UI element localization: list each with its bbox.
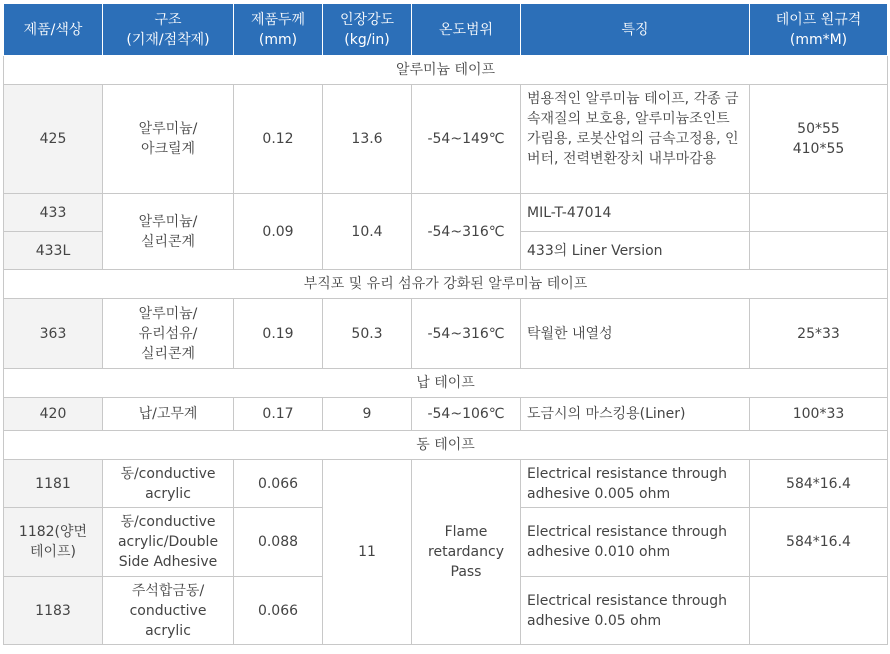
header-feature bbox=[521, 4, 750, 56]
temp-cell: -54~149℃ bbox=[412, 85, 521, 194]
product-cell: 433 bbox=[4, 194, 103, 232]
thickness-cell: 0.066 bbox=[234, 577, 323, 645]
product-cell: 1183 bbox=[4, 577, 103, 645]
header-structure-label: 구조 bbox=[154, 11, 182, 28]
structure-line: 동/conductive bbox=[120, 465, 216, 482]
section-row bbox=[4, 56, 888, 85]
temp-line: Pass bbox=[450, 564, 482, 580]
thickness-cell: 0.088 bbox=[234, 508, 323, 577]
product-cell: 433L bbox=[4, 232, 103, 270]
section-row bbox=[4, 369, 888, 398]
product-cell: 1181 bbox=[4, 460, 103, 508]
section-row bbox=[4, 270, 888, 299]
structure-line: acrylic/Double bbox=[117, 534, 219, 550]
table-row bbox=[4, 194, 888, 232]
tensile-cell: 11 bbox=[323, 460, 412, 645]
feature-line: adhesive 0.005 ohm bbox=[527, 485, 671, 502]
product-line: 1182(양면 bbox=[18, 524, 88, 540]
header-row bbox=[4, 4, 888, 56]
header-structure bbox=[103, 4, 234, 56]
feature-line: adhesive 0.010 ohm bbox=[527, 544, 671, 560]
table-row bbox=[4, 299, 888, 369]
header-feature-label: 특징 bbox=[621, 21, 649, 38]
product-line: 테이프) bbox=[29, 544, 77, 560]
structure-line: 아크릴계 bbox=[140, 141, 196, 157]
structure-cell bbox=[103, 299, 234, 369]
section-reinforced: 부직포 및 유리 섬유가 강화된 알루미늄 테이프 bbox=[4, 270, 888, 299]
feature-line: Electrical resistance through bbox=[527, 592, 728, 609]
structure-line: 주석합금동/ bbox=[131, 582, 205, 599]
feature-cell bbox=[521, 508, 750, 577]
thickness-cell: 0.12 bbox=[234, 85, 323, 194]
feature-cell: 범용적인 알루미늄 테이프, 각종 금속재질의 보호용, 알루미늄조인트 가림용, 로봇산업의 금속고정용, 인버터, 전력변환장치 내부마감용 bbox=[521, 85, 750, 194]
tensile-cell: 13.6 bbox=[323, 85, 412, 194]
temp-line: Flame bbox=[444, 524, 488, 540]
size-line: 410*55 bbox=[792, 141, 845, 157]
feature-line: Electrical resistance through bbox=[527, 465, 728, 482]
tensile-cell: 10.4 bbox=[323, 194, 412, 270]
header-structure-sub: (기재/점착제) bbox=[126, 31, 210, 48]
header-tensile-label: 인장강도 bbox=[339, 11, 395, 28]
structure-line: conductive bbox=[129, 602, 207, 619]
feature-cell bbox=[521, 577, 750, 645]
thickness-cell: 0.17 bbox=[234, 398, 323, 431]
structure-line: 동/conductive bbox=[120, 514, 216, 530]
header-tensile bbox=[323, 4, 412, 56]
table-row bbox=[4, 398, 888, 431]
feature-line: adhesive 0.05 ohm bbox=[527, 612, 662, 629]
structure-line: 유리섬유/ bbox=[138, 325, 198, 342]
header-temp bbox=[412, 4, 521, 56]
structure-cell bbox=[103, 194, 234, 270]
table-row bbox=[4, 460, 888, 508]
table-row bbox=[4, 85, 888, 194]
structure-line: 실리콘계 bbox=[140, 345, 196, 362]
thickness-cell: 0.066 bbox=[234, 460, 323, 508]
size-cell bbox=[750, 85, 888, 194]
temp-cell: -54~106℃ bbox=[412, 398, 521, 431]
section-aluminum: 알루미늄 테이프 bbox=[4, 56, 888, 85]
size-line: 50*55 bbox=[797, 121, 840, 137]
size-cell bbox=[750, 232, 888, 270]
structure-line: 알루미늄/ bbox=[138, 121, 198, 137]
structure-line: acrylic bbox=[145, 485, 191, 502]
tensile-cell: 50.3 bbox=[323, 299, 412, 369]
structure-cell bbox=[103, 577, 234, 645]
feature-cell bbox=[521, 460, 750, 508]
structure-line: 실리콘계 bbox=[140, 233, 196, 250]
header-size-unit: (mm*M) bbox=[789, 31, 848, 48]
header-size-label: 테이프 원규격 bbox=[775, 11, 862, 28]
structure-cell: 납/고무계 bbox=[103, 398, 234, 431]
header-thickness bbox=[234, 4, 323, 56]
header-product bbox=[4, 4, 103, 56]
structure-line: 알루미늄/ bbox=[138, 213, 198, 230]
size-cell bbox=[750, 577, 888, 645]
structure-line: Side Adhesive bbox=[118, 554, 218, 570]
size-cell: 100*33 bbox=[750, 398, 888, 431]
thickness-cell: 0.09 bbox=[234, 194, 323, 270]
structure-line: 알루미늄/ bbox=[138, 305, 198, 322]
header-size bbox=[750, 4, 888, 56]
feature-cell: MIL-T-47014 bbox=[521, 194, 750, 232]
structure-cell bbox=[103, 460, 234, 508]
structure-line: acrylic bbox=[145, 622, 191, 639]
thickness-cell: 0.19 bbox=[234, 299, 323, 369]
tape-spec-table bbox=[3, 3, 888, 645]
size-cell: 25*33 bbox=[750, 299, 888, 369]
temp-cell: -54~316℃ bbox=[412, 194, 521, 270]
feature-line: Electrical resistance through bbox=[527, 524, 728, 540]
header-thickness-label: 제품두께 bbox=[250, 11, 306, 28]
temp-cell bbox=[412, 460, 521, 645]
product-cell: 425 bbox=[4, 85, 103, 194]
header-product-label: 제품/색상 bbox=[23, 21, 83, 38]
tensile-cell: 9 bbox=[323, 398, 412, 431]
header-thickness-unit: (mm) bbox=[258, 31, 298, 48]
feature-cell: 도금시의 마스킹용(Liner) bbox=[521, 398, 750, 431]
temp-cell: -54~316℃ bbox=[412, 299, 521, 369]
section-row bbox=[4, 431, 888, 460]
header-temp-label: 온도범위 bbox=[438, 21, 494, 38]
section-copper: 동 테이프 bbox=[4, 431, 888, 460]
product-cell: 420 bbox=[4, 398, 103, 431]
feature-cell: 탁월한 내열성 bbox=[521, 299, 750, 369]
structure-cell bbox=[103, 508, 234, 577]
section-lead: 납 테이프 bbox=[4, 369, 888, 398]
feature-cell: 433의 Liner Version bbox=[521, 232, 750, 270]
product-cell: 363 bbox=[4, 299, 103, 369]
temp-line: retardancy bbox=[428, 544, 504, 560]
size-cell: 584*16.4 bbox=[750, 460, 888, 508]
product-cell bbox=[4, 508, 103, 577]
header-tensile-unit: (kg/in) bbox=[344, 31, 390, 48]
structure-cell bbox=[103, 85, 234, 194]
size-cell bbox=[750, 194, 888, 232]
size-cell: 584*16.4 bbox=[750, 508, 888, 577]
